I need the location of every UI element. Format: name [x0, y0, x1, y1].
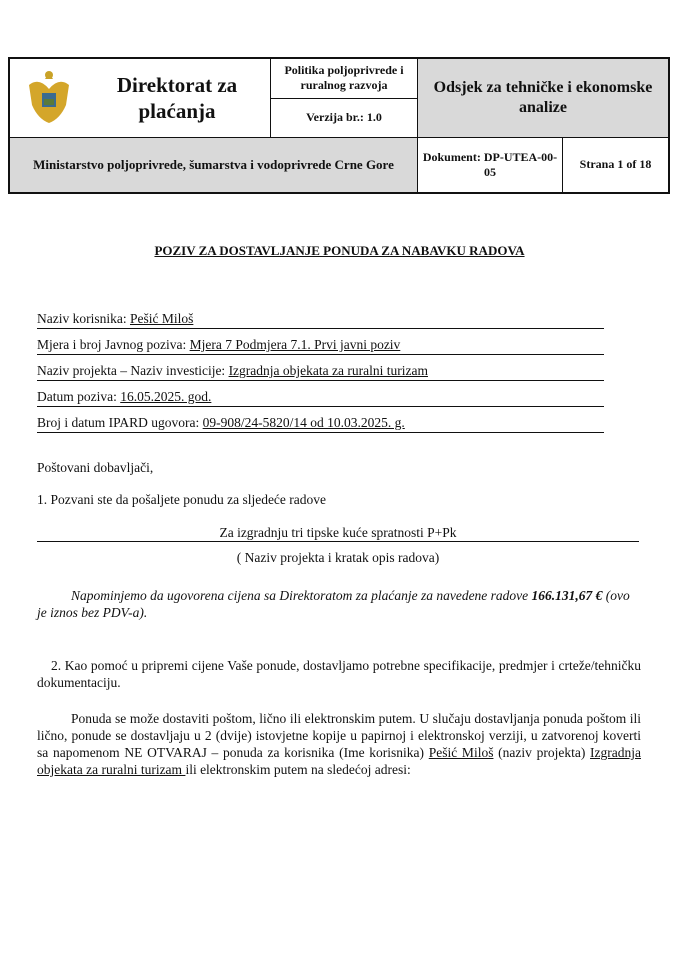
document-header	[8, 57, 670, 194]
field-measure	[37, 337, 604, 355]
version-cell: Verzija br.: 1.0	[271, 98, 418, 137]
note-amount: 166.131,67 €	[531, 588, 603, 603]
coat-of-arms-logo	[24, 65, 74, 135]
para-text: (naziv projekta)	[493, 745, 591, 760]
project-name: Izgradnja objekata za ruralni turizam	[37, 745, 641, 777]
works-caption: ( Naziv projekta i kratak opis radova)	[236, 550, 440, 565]
field-label: Datum poziva:	[37, 389, 121, 404]
doc-page-cell	[418, 137, 670, 193]
field-label: Naziv korisnika:	[37, 311, 130, 326]
field-value: 09-908/24-5820/14 od 10.03.2025. g.	[202, 415, 405, 430]
field-label: Mjera i broj Javnog poziva:	[37, 337, 190, 352]
works-description: Za izgradnju tri tipske kuće spratnosti P+Pk	[37, 525, 639, 542]
field-beneficiary	[37, 311, 604, 329]
page-number: Strana 1 of 18	[579, 157, 652, 171]
field-value: Izgradnja objekata za ruralni turizam	[228, 363, 428, 378]
field-value: 16.05.2025. god.	[120, 389, 212, 404]
field-label: Naziv projekta – Naziv investicije:	[37, 363, 229, 378]
document-number: Dokument: DP-UTEA-00-05	[418, 138, 563, 192]
para-text: Ponuda se može dostaviti poštom, lično ili elektronskim putem. U slučaju dostavljanja ponuda poštom ili lično, ponude se dostavljaju u 2 (dvije) istovjetne kopije u papirnoj i elektronskoj verziji, u zatvorenoj koverti sa napomenom NE OTVARAJ – ponuda za korisnika (Ime korisnika)	[37, 711, 641, 760]
title-text: POZIV ZA DOSTAVLJANJE PONUDA ZA NABAVKU RADOVA	[154, 243, 525, 258]
org-cell	[9, 58, 271, 137]
policy-cell: Politika poljoprivrede i ruralnog razvoja	[271, 58, 418, 98]
para-text: ili elektronskim putem na sledećoj adresi:	[185, 762, 411, 777]
page-title	[0, 243, 679, 259]
item-1: 1. Pozvani ste da pošaljete ponudu za sljedeće radove	[37, 492, 327, 507]
note-tail: (ovo je iznos bez PDV-a).	[37, 588, 630, 620]
delivery-paragraph	[37, 710, 641, 778]
item-2: 2. Kao pomoć u pripremi cijene Vaše ponude, dostavljamo potrebne specifikacije, predmjer i crteže/tehničku dokumentaciju.	[37, 658, 641, 690]
beneficiary-name: Pešić Miloš	[428, 745, 494, 760]
field-date	[37, 389, 604, 407]
note-text: Napominjemo da ugovorena cijena sa Direktoratom za plaćanje za navedene radove	[71, 588, 532, 603]
field-value: Pešić Miloš	[129, 311, 194, 326]
field-label: Broj i datum IPARD ugovora:	[37, 415, 203, 430]
ministry-cell: Ministarstvo poljoprivrede, šumarstva i vodoprivrede Crne Gore	[9, 137, 418, 193]
price-note	[37, 587, 641, 621]
field-value: Mjera 7 Podmjera 7.1. Prvi javni poziv	[189, 337, 401, 352]
field-contract	[37, 415, 604, 433]
department-cell: Odsjek za tehničke i ekonomske analize	[418, 58, 670, 137]
field-project	[37, 363, 604, 381]
org-title: Direktorat za plaćanja	[116, 72, 238, 123]
greeting: Poštovani dobavljači,	[37, 460, 154, 475]
